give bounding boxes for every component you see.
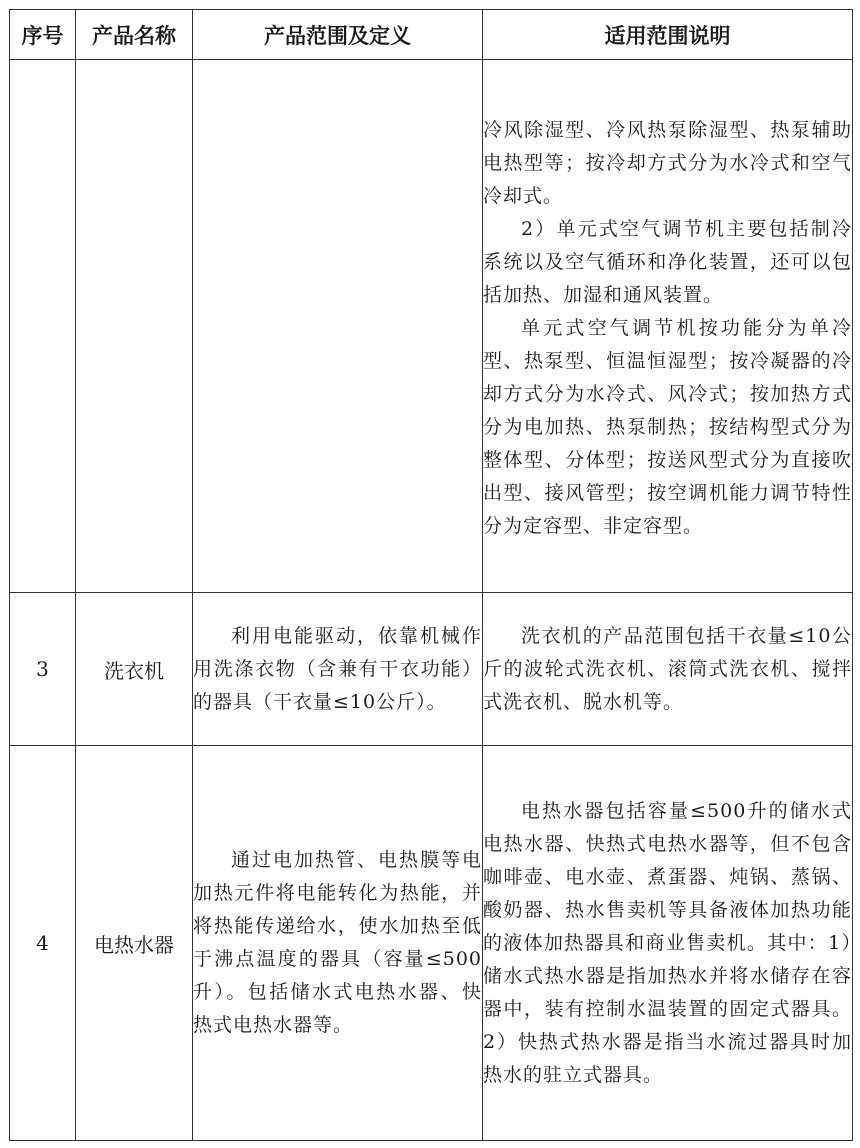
definition-text: 利用电能驱动，依靠机械作用洗涤衣物（含兼有干衣功能）的器具（干衣量≤10公斤）。 (193, 624, 482, 713)
table-header-row (10, 10, 853, 60)
scope-paragraph: 单元式空气调节机按功能分为单冷型、热泵型、恒温恒湿型；按冷凝器的冷却方式分为水冷式、风冷式；按加热方式分为电加热、热泵制热；按结构型式分为整体型、分体型；按送风型式分为直接吹出型、接风管型；按空调机能力调节特性分为定容型、非定容型。 (483, 316, 852, 537)
scope-paragraph: 冷风除湿型、冷风热泵除湿型、热泵辅助电热型等；按冷却方式分为水冷式和空气冷却式。 (483, 118, 852, 207)
row-no-cell (10, 60, 76, 593)
definition-text: 通过电加热管、电热膜等电加热元件将电能转化为热能，并将热能传递给水，使水加热至低于沸点温度的器具（容量≤500升）。包括储水式电热水器、快热式电热水器等。 (193, 849, 482, 1036)
row-scope-cell (483, 593, 853, 746)
row-scope-cell (483, 60, 853, 593)
header-name: 产品名称 (76, 10, 193, 60)
product-scope-table (9, 9, 853, 1141)
row-no-cell: 4 (10, 746, 76, 1141)
row-name-cell: 电热水器 (76, 746, 193, 1141)
row-definition-cell (193, 746, 483, 1141)
scope-paragraph: 洗衣机的产品范围包括干衣量≤10公斤的波轮式洗衣机、滚筒式洗衣机、搅拌式洗衣机、脱水机等。 (483, 624, 852, 713)
row-name-cell: 洗衣机 (76, 593, 193, 746)
scope-paragraph: 2）单元式空气调节机主要包括制冷系统以及空气循环和净化装置，还可以包括加热、加湿和通风装置。 (483, 217, 852, 306)
row-no-cell: 3 (10, 593, 76, 746)
table-row (10, 60, 853, 593)
header-scope: 适用范围说明 (483, 10, 853, 60)
table-row (10, 746, 853, 1141)
table-row (10, 593, 853, 746)
header-definition: 产品范围及定义 (193, 10, 483, 60)
row-definition-cell (193, 593, 483, 746)
header-no: 序号 (10, 10, 76, 60)
row-name-cell (76, 60, 193, 593)
row-definition-cell (193, 60, 483, 593)
row-scope-cell (483, 746, 853, 1141)
scope-paragraph: 电热水器包括容量≤500升的储水式电热水器、快热式电热水器等，但不包含咖啡壶、电水壶、煮蛋器、炖锅、蒸锅、酸奶器、热水售卖机等具备液体加热功能的液体加热器具和商业售卖机。其中：1）储水式热水器是指加热水并将水储存在容器中，装有控制水温装置的固定式器具。2）快热式热水器是指当水流过器具时加热水的驻立式器具。 (483, 799, 852, 1086)
